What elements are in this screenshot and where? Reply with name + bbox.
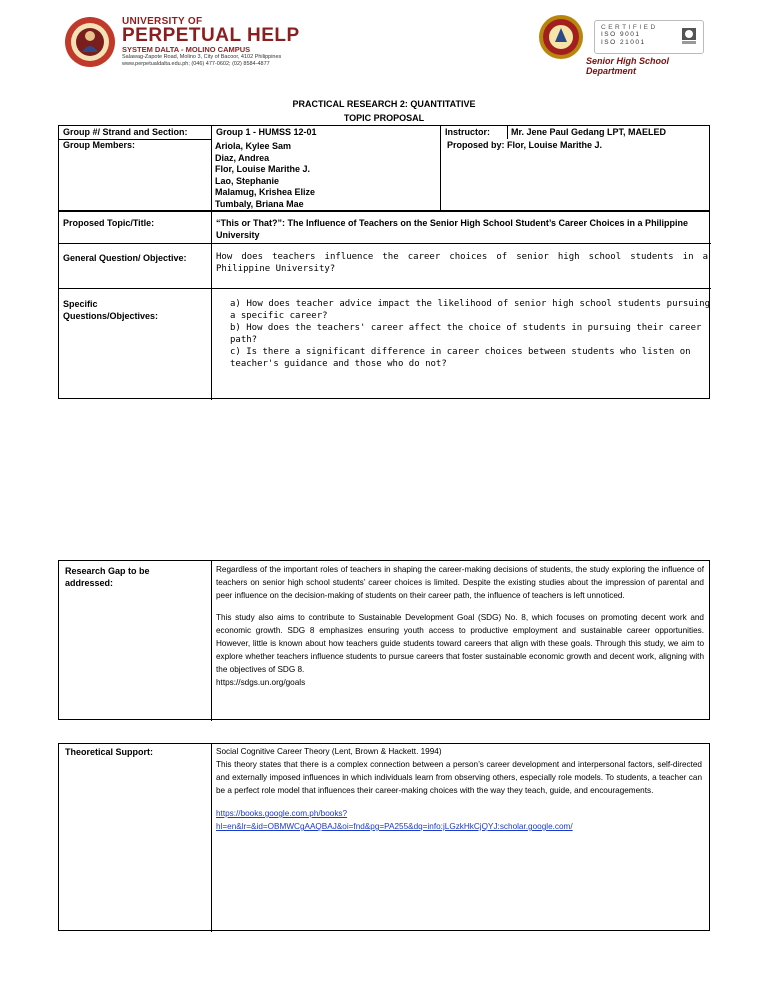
iso-certification-badge xyxy=(594,20,704,54)
group-strand-label: Group #/ Strand and Section: xyxy=(63,127,188,137)
specific-question-c: c) Is there a significant difference in career choices between students who listen on teacher's guidance and those who do not? xyxy=(230,347,691,369)
document-subtitle: TOPIC PROPOSAL xyxy=(343,113,425,123)
instructor-value: Mr. Jene Paul Gedang LPT, MAELED xyxy=(511,127,667,137)
iso-21001: ISO 21001 xyxy=(601,39,646,46)
member-name: Diaz, Andrea xyxy=(215,152,270,163)
specific-question-a: a) How does teacher advice impact the likelihood of senior high school students pursuing a specific career? xyxy=(230,299,710,321)
research-gap-paragraph-1: Regardless of the important roles of teachers in shaping the career-making decisions of students, the study exploring the influence of teachers on senior high school students’ career choices is limited. Despite the existing studies about the impression of parental and peer influence on the decision-making of students on their career path, the influence of teachers is left unnoticed. xyxy=(216,565,704,600)
theoretical-support-table xyxy=(58,743,710,931)
specific-questions-label: Specific Questions/Objectives: xyxy=(63,299,159,321)
university-name-line2: PERPETUAL HELP xyxy=(122,25,300,46)
research-gap-content xyxy=(216,563,704,689)
campus-contact: www.perpetualdalta.edu.ph; (046) 477-0602; (02) 8584-4877 xyxy=(122,61,270,67)
research-gap-label: Research Gap to be addressed: xyxy=(65,566,150,588)
cert-label: CERTIFIED xyxy=(601,24,658,31)
campus-address: Salawag-Zapote Road, Molino 3, City of Bacoor, 4102 Philippines xyxy=(122,54,282,60)
theoretical-support-content xyxy=(216,745,702,833)
theory-body: This theory states that there is a complex connection between a person’s career development and interpersonal factors, self-directed and externally imposed influences in which individuals learn from observing others, especially role models. To students, a teacher can be a perfect role model that influences their career-making choices with the way they teach, guide, and encouragements. xyxy=(216,760,702,795)
group-strand-value: Group 1 - HUMSS 12-01 xyxy=(216,127,317,137)
department-name: Senior High School Department xyxy=(586,56,670,76)
member-name: Flor, Louise Marithe J. xyxy=(215,164,311,174)
document-title: PRACTICAL RESEARCH 2: QUANTITATIVE xyxy=(292,99,476,109)
group-members-list xyxy=(215,141,315,210)
member-name: Tumbaly, Briana Mae xyxy=(215,198,304,209)
member-name: Lao, Stephanie xyxy=(215,175,280,186)
group-info-table xyxy=(58,125,710,211)
campus-name: SYSTEM DALTA - MOLINO CAMPUS xyxy=(122,45,251,54)
shs-seal-icon xyxy=(538,14,584,60)
proposed-by: Proposed by: Flor, Louise Marithe J. xyxy=(447,140,603,150)
iso-9001: ISO 9001 xyxy=(601,31,641,38)
sdg-url: https://sdgs.un.org/goals xyxy=(216,678,306,687)
instructor-label: Instructor: xyxy=(445,127,490,137)
reference-link-line1[interactable]: https://books.google.com.ph/books? xyxy=(216,809,348,818)
reference-link-line2[interactable]: hl=en&lr=&id=OBMWCgAAQBAJ&oi=fnd&pg=PA255&dq=info:jLGzkHkCjQYJ:scholar.google.com/ xyxy=(216,822,573,831)
theory-reference xyxy=(216,807,702,833)
general-question-value: How does teachers influence the career choices of senior high school students in a Philippine University? xyxy=(216,252,708,274)
bureau-veritas-icon xyxy=(681,27,697,45)
proposed-topic-label: Proposed Topic/Title: xyxy=(63,218,155,228)
topic-table xyxy=(58,211,710,399)
group-members-label: Group Members: xyxy=(63,140,136,150)
specific-question-b: b) How does the teachers' career affect the choice of students in pursuing their career path? xyxy=(230,323,702,345)
research-gap-paragraph-2: This study also aims to contribute to Sustainable Development Goal (SDG) No. 8, which focuses on promoting decent work and economic growth. SDG 8 emphasizes ensuring youth access to productive employment and sustainable career opportunities. However, little is known about how teachers guide students toward careers that align with these goals. Through this study, we aim to explore whether teachers influence students to pursue careers that foster sustainable economic growth and decent work, aligning with the objectives of SDG 8. xyxy=(216,613,704,674)
member-name: Ariola, Kylee Sam xyxy=(215,141,292,151)
university-name-line1: UNIVERSITY OF xyxy=(122,16,203,27)
theory-heading: Social Cognitive Career Theory (Lent, Brown & Hackett. 1994) xyxy=(216,747,442,756)
proposed-topic-value: “This or That?”: The Influence of Teachers on the Senior High School Student’s Career Choices in a Philippine University xyxy=(216,218,689,240)
general-question-label: General Question/ Objective: xyxy=(63,253,187,263)
theoretical-support-label: Theoretical Support: xyxy=(65,747,154,757)
university-seal-icon xyxy=(64,16,116,68)
specific-questions-list xyxy=(230,298,710,370)
page-header xyxy=(64,14,714,76)
research-gap-table xyxy=(58,560,710,720)
member-name: Malamug, Krishea Elize xyxy=(215,187,316,197)
